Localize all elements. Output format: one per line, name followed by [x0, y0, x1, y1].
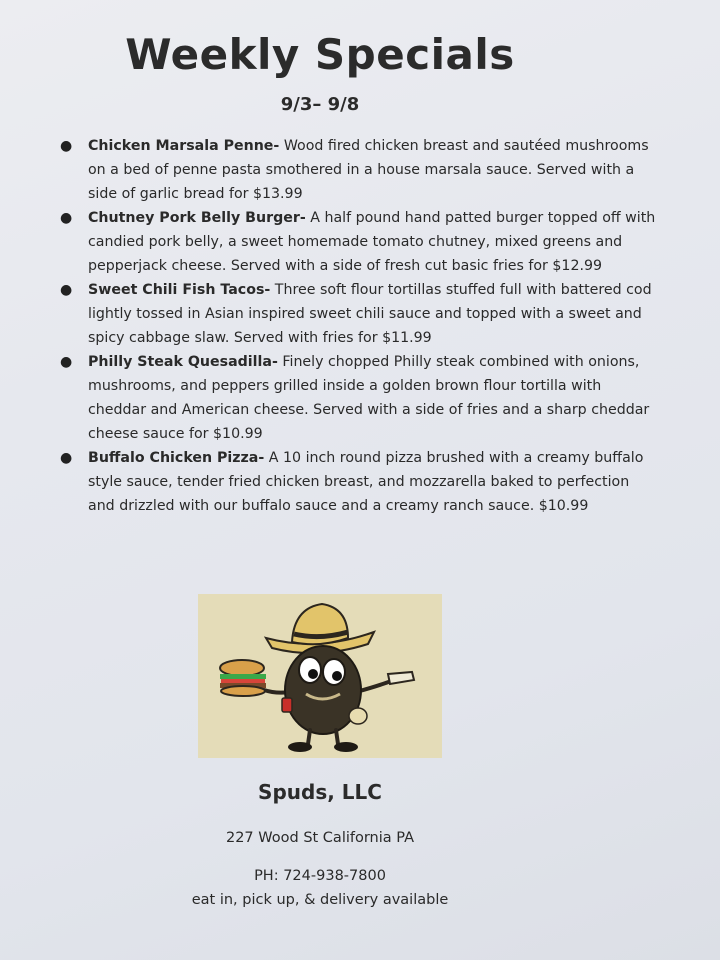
bullet-icon: ● — [60, 450, 73, 466]
date-range: 9/3– 9/8 — [280, 94, 360, 115]
bullet-icon: ● — [60, 282, 73, 298]
special-item-buffalo-chicken-pizza — [58, 446, 658, 518]
business-phone: PH: 724-938-7800 — [254, 868, 386, 884]
special-item-philly-steak-quesadilla — [58, 350, 658, 446]
dish-name: Chicken Marsala Penne- — [88, 138, 280, 154]
dish-description: Three soft flour tortillas stuffed full with battered cod lightly tossed in Asian inspired sweet chili sauce and topped with a sweet and spicy cabbage slaw. Served with fries for $11.99 — [88, 282, 652, 346]
service-options: eat in, pick up, & delivery available — [191, 892, 449, 908]
special-item-chicken-marsala-penne — [58, 134, 658, 206]
dish-name: Chutney Pork Belly Burger- — [88, 210, 306, 226]
specials-list — [58, 134, 658, 518]
dish-name: Buffalo Chicken Pizza- — [88, 450, 265, 466]
potato-mascot-icon — [198, 594, 442, 758]
dish-description: Finely chopped Philly steak combined with onions, mushrooms, and peppers grilled inside a golden brown flour tortilla with cheddar and American cheese. Served with a side of fries and a sharp cheddar cheese sauce for $10.99 — [88, 354, 650, 442]
dish-name: Philly Steak Quesadilla- — [88, 354, 278, 370]
business-address: 227 Wood St California PA — [225, 830, 415, 846]
special-item-chutney-pork-belly-burger — [58, 206, 658, 278]
dish-description: Wood fired chicken breast and sautéed mushrooms on a bed of penne pasta smothered in a house marsala sauce. Served with a side of garlic bread for $13.99 — [88, 138, 649, 202]
business-name: Spuds, LLC — [258, 780, 382, 804]
spuds-logo — [198, 594, 442, 758]
bullet-icon: ● — [60, 354, 73, 370]
page-title: Weekly Specials — [125, 30, 515, 79]
bullet-icon: ● — [60, 138, 73, 154]
dish-name: Sweet Chili Fish Tacos- — [88, 282, 271, 298]
dish-description: A half pound hand patted burger topped off with candied pork belly, a sweet homemade tomato chutney, mixed greens and pepperjack cheese. Served with a side of fresh cut basic fries for $12.99 — [88, 210, 656, 274]
dish-description: A 10 inch round pizza brushed with a creamy buffalo style sauce, tender fried chicken breast, and mozzarella baked to perfection and drizzled with our buffalo sauce and a creamy ranch sauce. $10.99 — [88, 450, 644, 514]
bullet-icon: ● — [60, 210, 73, 226]
special-item-sweet-chili-fish-tacos — [58, 278, 658, 350]
